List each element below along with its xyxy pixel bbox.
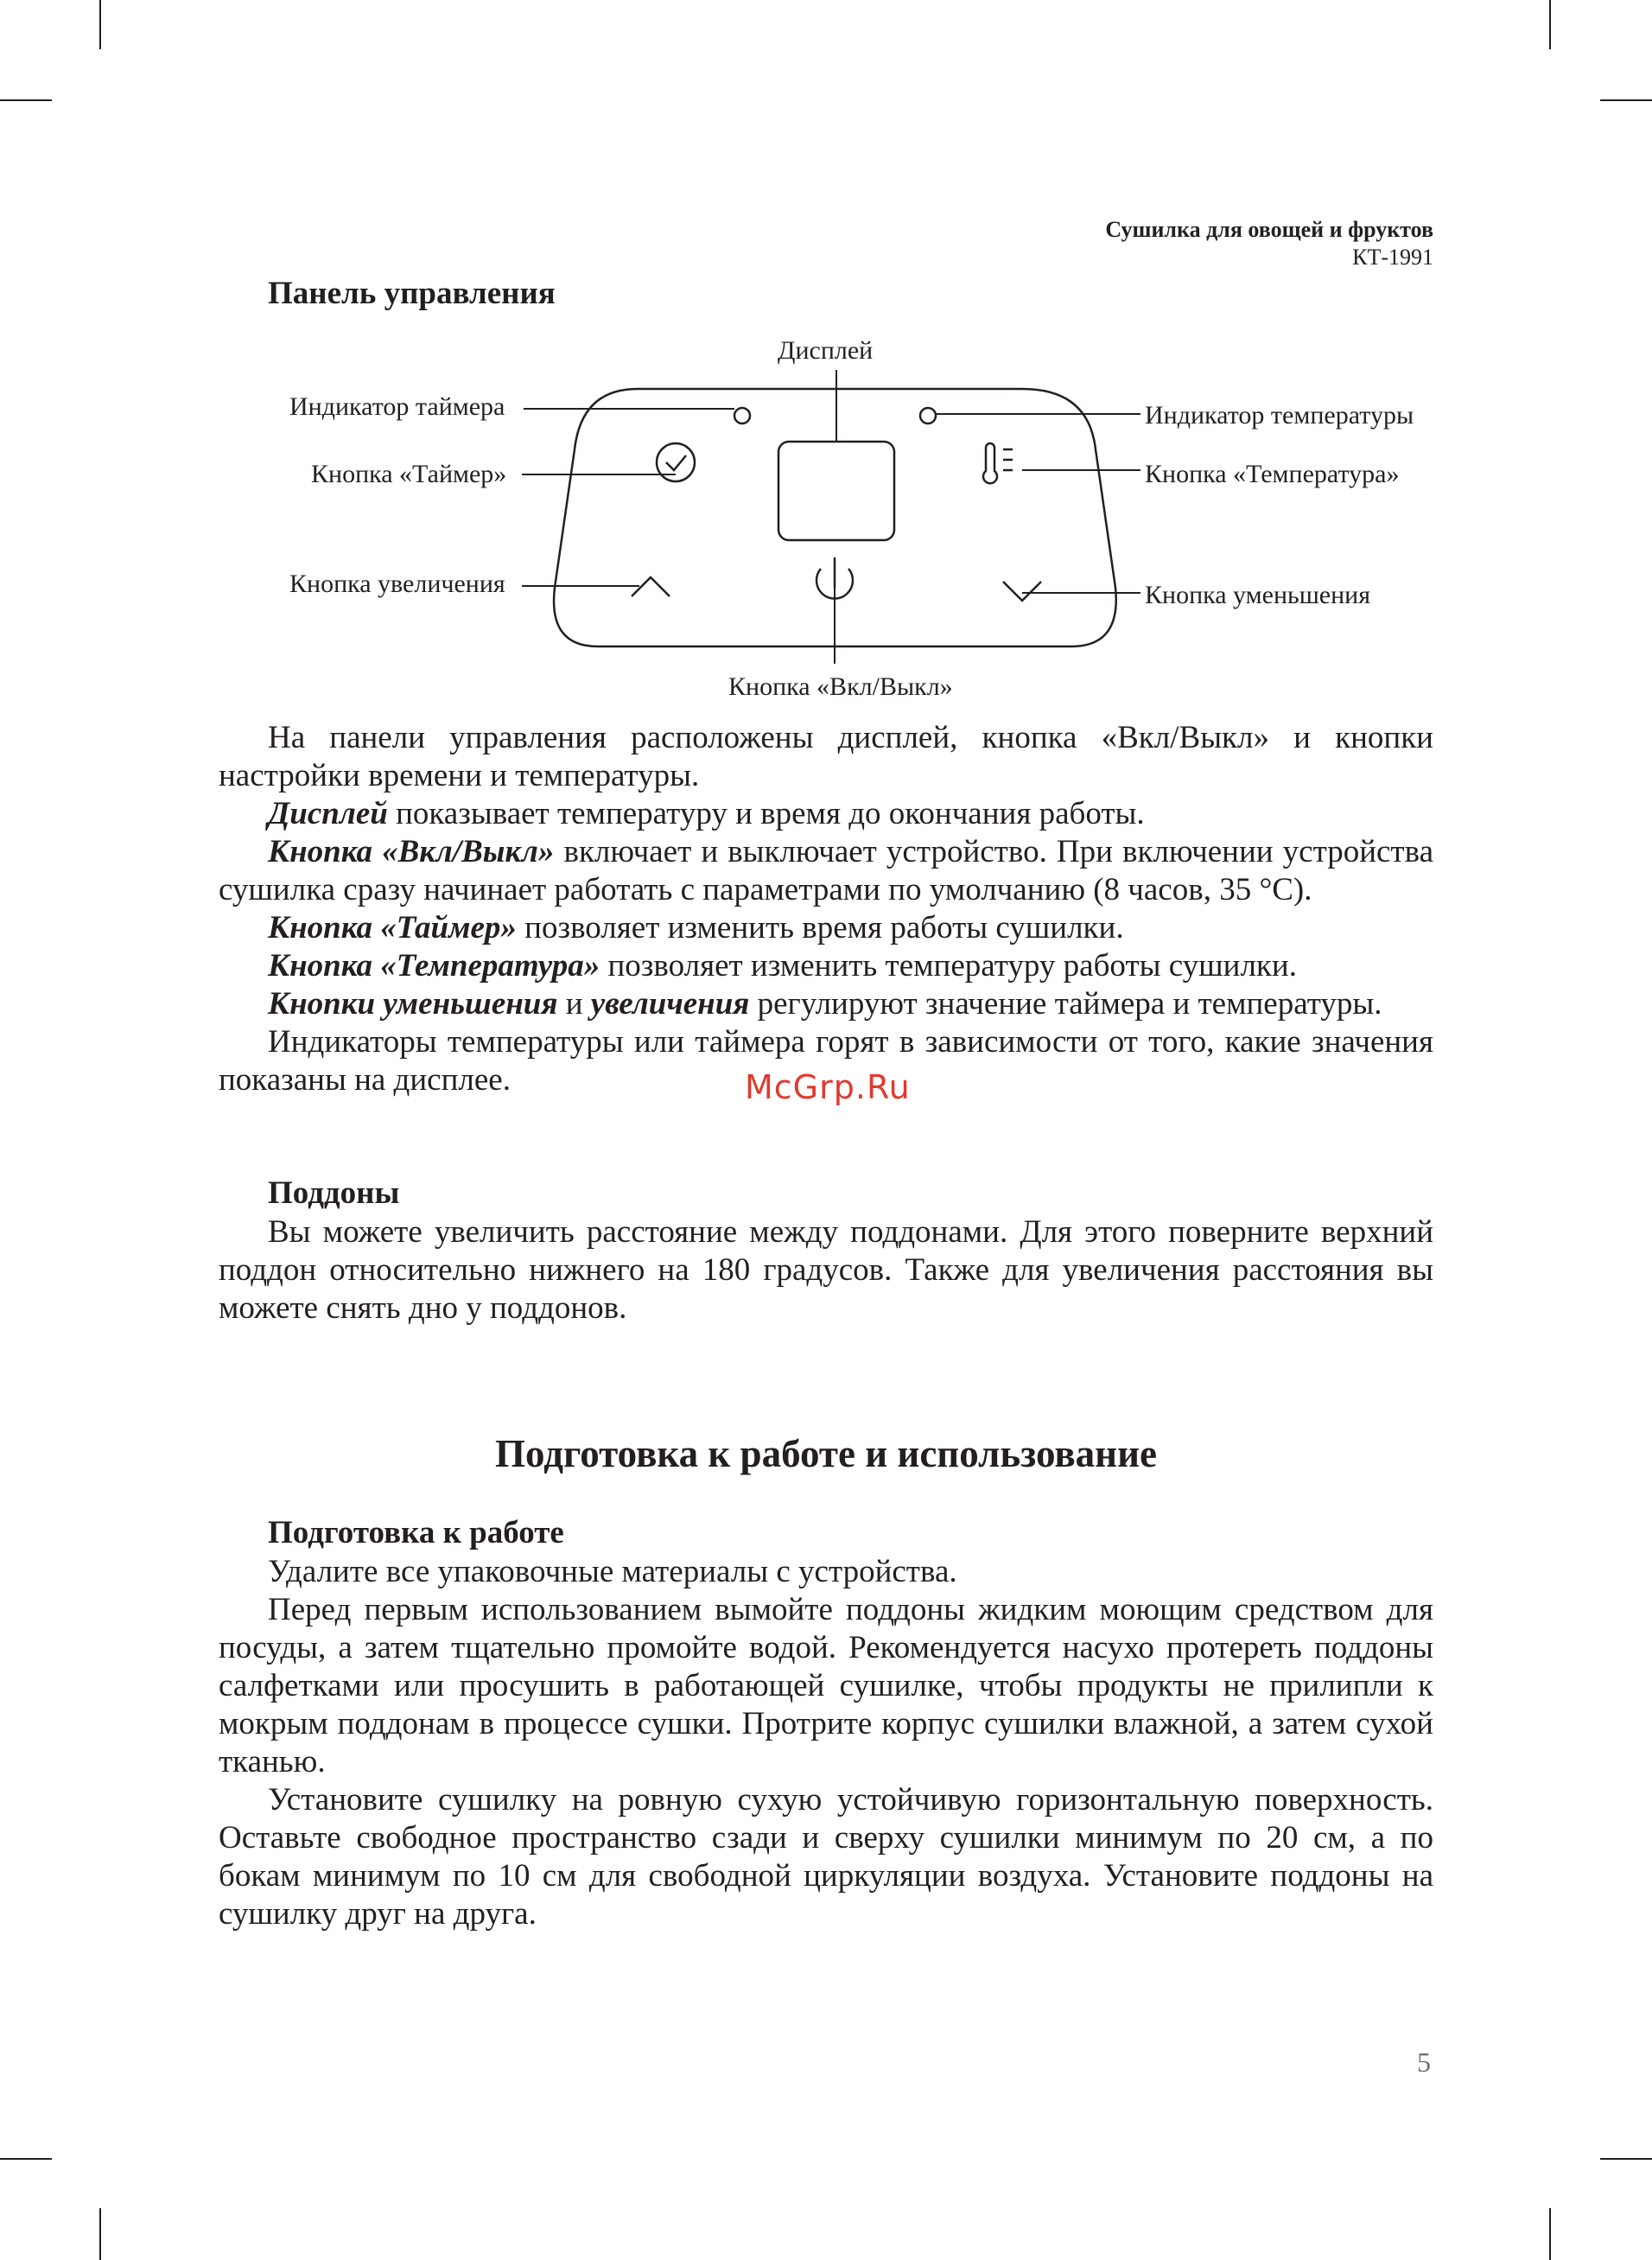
label-display: Дисплей <box>778 336 874 365</box>
crop-mark <box>1549 2208 1551 2260</box>
section-title-panel: Панель управления <box>268 276 556 311</box>
paragraph-timer: Кнопка «Таймер» позволяет изменить время работы сушилки. <box>268 910 1124 945</box>
term-power: Кнопка «Вкл/Выкл» <box>268 834 555 869</box>
panel-description <box>219 719 1433 1099</box>
panel-intro: На панели управления расположены дисплей, кнопка «Вкл/Выкл» и кнопки настройки времени и температуры. <box>219 720 1433 793</box>
paragraph-prep-2: Перед первым использованием вымойте поддоны жидким моющим средством для посуды, а затем тщательно промойте водой. Рекомендуется насухо протереть поддоны салфетками или просушить в работающей сушилке, чтобы продукты не прилипли к мокрым поддонам в процессе сушки. Протрите корпус сушилки влажной, а затем сухой тканью. <box>219 1592 1433 1779</box>
thermometer-icon <box>983 443 1013 483</box>
label-increase-button: Кнопка увеличения <box>289 570 505 598</box>
label-timer-indicator: Индикатор таймера <box>289 392 505 421</box>
display-screen <box>778 442 894 540</box>
timer-indicator-led <box>734 408 750 423</box>
clock-icon <box>657 443 695 481</box>
paragraph-adjust: Кнопки уменьшения и увеличения регулируют значение таймера и температуры. <box>268 986 1382 1022</box>
term-decrease: Кнопки уменьшения <box>268 986 558 1022</box>
label-temperature-indicator: Индикатор температуры <box>1145 401 1414 430</box>
prep-description <box>219 1553 1433 1933</box>
watermark: McGrp.Ru <box>745 1068 911 1106</box>
term-timer: Кнопка «Таймер» <box>268 910 517 945</box>
crop-mark <box>1600 2158 1652 2160</box>
header-model: КТ-1991 <box>1352 245 1433 270</box>
paragraph-indicators: Индикаторы температуры или таймера горят в зависимости от того, какие значения показаны на дисплее. <box>219 1024 1433 1098</box>
paragraph-prep-1: Удалите все упаковочные материалы с устройства. <box>268 1554 957 1589</box>
paragraph-prep-3: Установите сушилку на ровную сухую устойчивую горизонтальную поверхность. Оставьте свободное пространство сзади и сверху сушилки минимум по 20 см, а по бокам минимум по 10 см для свободной циркуляции воздуха. Установите поддоны на сушилку друг на друга. <box>219 1782 1433 1932</box>
page-number: 5 <box>1417 2047 1431 2078</box>
term-increase: увеличения <box>590 986 750 1022</box>
chevron-down-icon <box>1003 582 1041 601</box>
label-power-button: Кнопка «Вкл/Выкл» <box>728 672 953 701</box>
paragraph-power: Кнопка «Вкл/Выкл» включает и выключает устройство. При включении устройства сушилка сразу начинает работать с параметрами по умолчанию (8 часов, 35 °С). <box>219 834 1433 907</box>
section-title-prep: Подготовка к работе <box>268 1515 564 1550</box>
trays-description <box>219 1213 1433 1327</box>
label-temperature-button: Кнопка «Температура» <box>1145 460 1400 488</box>
main-heading: Подготовка к работе и использование <box>494 1432 1157 1475</box>
temperature-indicator-led <box>920 408 936 423</box>
label-timer-button: Кнопка «Таймер» <box>311 460 507 488</box>
section-title-trays: Поддоны <box>268 1175 400 1211</box>
paragraph-trays: Вы можете увеличить расстояние между поддонами. Для этого поверните верхний поддон относительно нижнего на 180 градусов. Также для увеличения расстояния вы можете снять дно у поддонов. <box>219 1214 1433 1326</box>
paragraph-temperature: Кнопка «Температура» позволяет изменить температуру работы сушилки. <box>268 948 1297 984</box>
term-display: Дисплей <box>268 796 388 831</box>
label-decrease-button: Кнопка уменьшения <box>1145 581 1371 609</box>
header-product: Сушилка для овощей и фруктов <box>1105 217 1433 242</box>
crop-mark <box>0 2158 52 2160</box>
paragraph-display: Дисплей показывает температуру и время до окончания работы. <box>268 796 1145 831</box>
crop-mark <box>99 2208 101 2260</box>
term-temperature: Кнопка «Температура» <box>268 948 600 984</box>
